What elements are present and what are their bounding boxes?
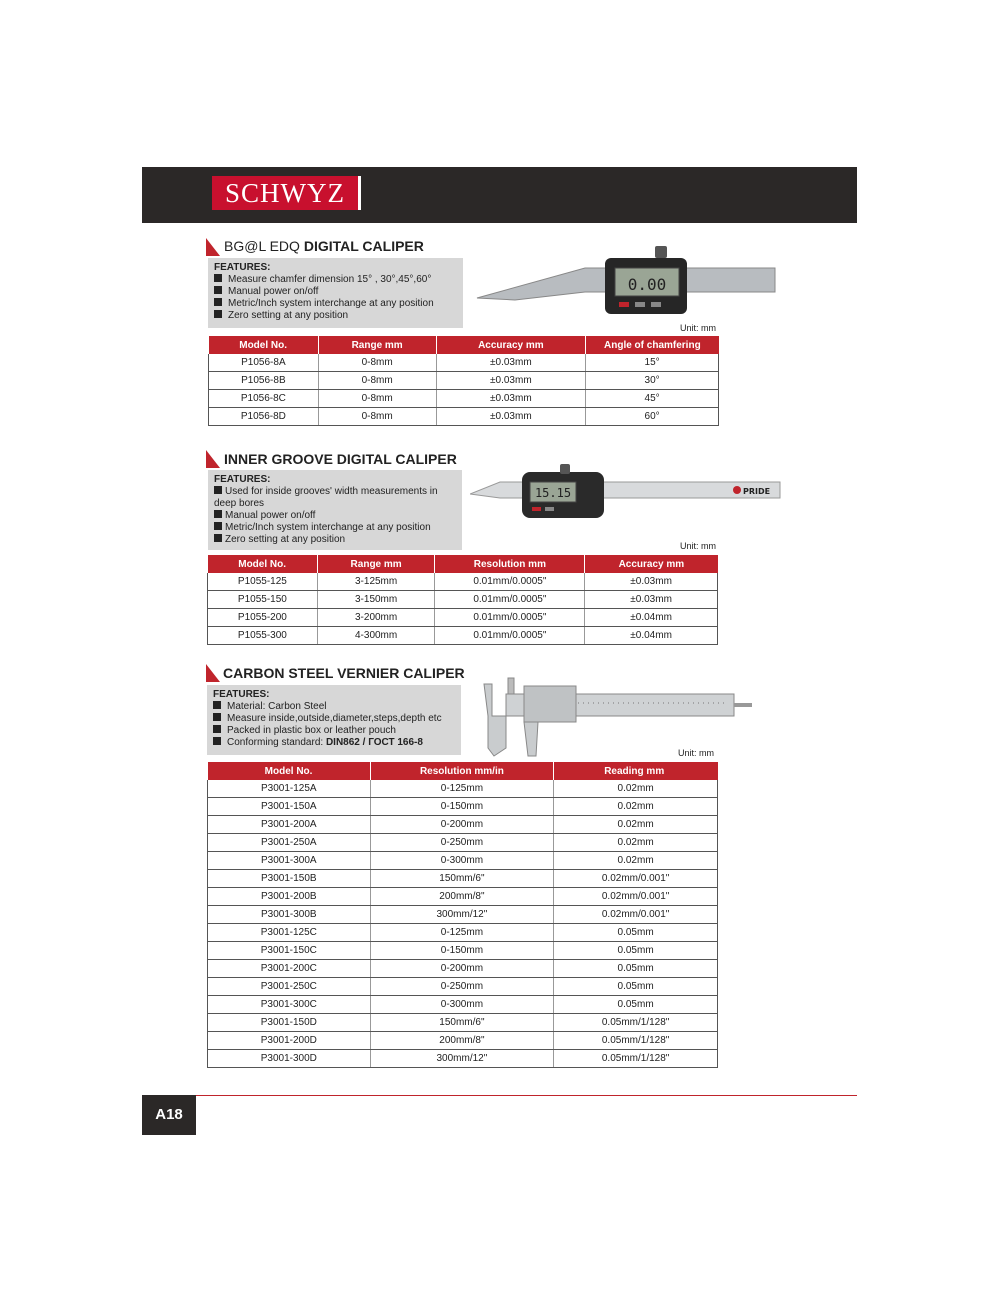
bullet-icon <box>213 737 221 745</box>
table-cell: P1055-125 <box>208 573 318 591</box>
table-row <box>208 996 718 1014</box>
col-header: Range mm <box>317 555 435 573</box>
table-cell: ±0.03mm <box>585 591 718 609</box>
table-cell: 0.05mm <box>554 942 718 960</box>
header-banner <box>142 167 857 223</box>
table-cell: 0.05mm/1/128" <box>554 1032 718 1050</box>
table-cell: 0-200mm <box>370 960 554 978</box>
table-cell: 0.02mm <box>554 780 718 798</box>
table-cell: P3001-150D <box>208 1014 371 1032</box>
feature-item: Used for inside grooves' width measurements in deep bores <box>214 486 438 509</box>
feature-item: Metric/Inch system interchange at any position <box>214 522 456 534</box>
table-cell: P3001-200A <box>208 816 371 834</box>
table-cell: 0.02mm <box>554 798 718 816</box>
table-cell: P3001-200C <box>208 960 371 978</box>
table-cell: 200mm/8" <box>370 1032 554 1050</box>
bullet-icon <box>214 274 222 282</box>
feature-item: Packed in plastic box or leather pouch <box>213 725 455 737</box>
table-cell: 60° <box>586 408 719 426</box>
col-header: Model No. <box>208 555 318 573</box>
table-row <box>208 870 718 888</box>
table-cell: 0-8mm <box>318 390 436 408</box>
col-header: Model No. <box>209 336 319 354</box>
table-cell: 30° <box>586 372 719 390</box>
section-marker-icon <box>206 664 220 682</box>
table-cell: 0-8mm <box>318 372 436 390</box>
features-box: FEATURES: Measure chamfer dimension 15° , 30°,45°,60° Manual power on/off Metric/Inch system interchange at any position Zero setting at any position <box>208 258 463 328</box>
table-cell: 3-125mm <box>317 573 435 591</box>
section-marker-icon <box>206 238 220 256</box>
table-cell: P3001-200D <box>208 1032 371 1050</box>
table-cell: P3001-300C <box>208 996 371 1014</box>
table-row <box>208 609 718 627</box>
table-cell: 0.05mm/1/128" <box>554 1050 718 1068</box>
table-cell: P1056-8A <box>209 354 319 372</box>
table-cell: P3001-200B <box>208 888 371 906</box>
col-header: Model No. <box>208 762 371 780</box>
chamfer-caliper-image <box>475 240 785 320</box>
table-cell: 0-150mm <box>370 942 554 960</box>
feature-item: Measure inside,outside,diameter,steps,depth etc <box>213 713 455 725</box>
table-cell: 0.05mm/1/128" <box>554 1014 718 1032</box>
svg-text:PRIDE: PRIDE <box>743 487 771 496</box>
table-cell: 300mm/12" <box>370 1050 554 1068</box>
section-title: INNER GROOVE DIGITAL CALIPER <box>224 451 457 467</box>
feature-item: Zero setting at any position <box>214 310 457 322</box>
feature-item: Zero setting at any position <box>214 534 456 546</box>
table-cell: 0-8mm <box>318 354 436 372</box>
table-cell: P3001-300B <box>208 906 371 924</box>
table-cell: 0.05mm <box>554 960 718 978</box>
table-row <box>208 816 718 834</box>
table-cell: 0-125mm <box>370 924 554 942</box>
table-cell: 4-300mm <box>317 627 435 645</box>
table-row <box>209 354 719 372</box>
table-cell: P3001-150C <box>208 942 371 960</box>
table-cell: ±0.03mm <box>436 390 586 408</box>
table-cell: P1055-200 <box>208 609 318 627</box>
svg-text:0.00: 0.00 <box>627 275 667 294</box>
table-cell: 0-300mm <box>370 996 554 1014</box>
table-row <box>208 798 718 816</box>
table-cell: ±0.03mm <box>436 372 586 390</box>
table-row <box>208 906 718 924</box>
bullet-icon <box>214 286 222 294</box>
bullet-icon <box>214 534 222 542</box>
brand-logo: SCHWYZ <box>212 176 361 210</box>
table-cell: ±0.03mm <box>436 408 586 426</box>
table-row <box>208 960 718 978</box>
bullet-icon <box>213 701 221 709</box>
table-cell: 150mm/6" <box>370 870 554 888</box>
table-cell: 0.02mm <box>554 816 718 834</box>
feature-item: Metric/Inch system interchange at any position <box>214 298 457 310</box>
col-header: Resolution mm <box>435 555 585 573</box>
table-cell: 0.02mm/0.001" <box>554 906 718 924</box>
table-cell: 300mm/12" <box>370 906 554 924</box>
table-cell: 0.02mm <box>554 834 718 852</box>
table-row <box>209 372 719 390</box>
inner-groove-caliper-image <box>470 462 784 522</box>
section-title: CARBON STEEL VERNIER CALIPER <box>223 665 465 681</box>
table-cell: 0.01mm/0.0005" <box>435 591 585 609</box>
bullet-icon <box>214 510 222 518</box>
table-cell: P3001-150B <box>208 870 371 888</box>
table-cell: P3001-125C <box>208 924 371 942</box>
table-row <box>208 573 718 591</box>
unit-label: Unit: mm <box>680 323 716 333</box>
table-cell: ±0.03mm <box>436 354 586 372</box>
feature-item: Manual power on/off <box>214 286 457 298</box>
table-cell: 45° <box>586 390 719 408</box>
table-row <box>208 888 718 906</box>
table-row <box>208 924 718 942</box>
col-header: Accuracy mm <box>585 555 718 573</box>
table-cell: 0.01mm/0.0005" <box>435 627 585 645</box>
col-header: Range mm <box>318 336 436 354</box>
table-row <box>208 978 718 996</box>
bullet-icon <box>214 522 222 530</box>
col-header: Accuracy mm <box>436 336 586 354</box>
table-cell: 3-150mm <box>317 591 435 609</box>
table-cell: P3001-300D <box>208 1050 371 1068</box>
col-header: Reading mm <box>554 762 718 780</box>
bullet-icon <box>214 486 222 494</box>
table-cell: 0-250mm <box>370 834 554 852</box>
feature-item: Manual power on/off <box>214 510 456 522</box>
features-box: FEATURES: Material: Carbon Steel Measure inside,outside,diameter,steps,depth etc Packed in plastic box or leather pouch Conforming standard: DIN862 / ГОСТ 166-8 <box>207 685 461 755</box>
table-cell: 0-250mm <box>370 978 554 996</box>
table-cell: P3001-125A <box>208 780 371 798</box>
table-row <box>208 591 718 609</box>
table-cell: ±0.04mm <box>585 627 718 645</box>
table-cell: ±0.04mm <box>585 609 718 627</box>
bullet-icon <box>214 310 222 318</box>
table-cell: 0.05mm <box>554 924 718 942</box>
spec-table <box>207 762 718 1068</box>
table-cell: 0.01mm/0.0005" <box>435 573 585 591</box>
table-cell: 0.02mm/0.001" <box>554 888 718 906</box>
vernier-caliper-image <box>478 676 756 758</box>
table-cell: ±0.03mm <box>585 573 718 591</box>
table-cell: P3001-250A <box>208 834 371 852</box>
table-cell: 0.01mm/0.0005" <box>435 609 585 627</box>
table-cell: 200mm/8" <box>370 888 554 906</box>
feature-item: Material: Carbon Steel <box>213 701 455 713</box>
table-row <box>209 390 719 408</box>
table-cell: 0-8mm <box>318 408 436 426</box>
table-cell: 0.05mm <box>554 996 718 1014</box>
table-cell: P3001-300A <box>208 852 371 870</box>
table-row <box>208 627 718 645</box>
col-header: Resolution mm/in <box>370 762 554 780</box>
spec-table <box>208 336 719 426</box>
features-box: FEATURES: Used for inside grooves' width measurements in deep bores Manual power on/off Metric/Inch system interchange at any position Zero setting at any position <box>208 470 462 550</box>
table-row <box>208 1032 718 1050</box>
page-number: A18 <box>142 1095 196 1135</box>
table-cell: P1055-300 <box>208 627 318 645</box>
table-cell: P1056-8D <box>209 408 319 426</box>
spec-table <box>207 555 718 645</box>
table-cell: P3001-250C <box>208 978 371 996</box>
unit-label: Unit: mm <box>678 748 714 758</box>
table-cell: P1056-8B <box>209 372 319 390</box>
section-marker-icon <box>206 450 220 468</box>
table-cell: 0.02mm <box>554 852 718 870</box>
col-header: Angle of chamfering <box>586 336 719 354</box>
table-cell: 0-200mm <box>370 816 554 834</box>
table-row <box>208 942 718 960</box>
table-cell: 0-300mm <box>370 852 554 870</box>
table-cell: 0-125mm <box>370 780 554 798</box>
table-row <box>209 408 719 426</box>
bullet-icon <box>213 713 221 721</box>
feature-item: Measure chamfer dimension 15° , 30°,45°,60° <box>214 274 457 286</box>
table-cell: P3001-150A <box>208 798 371 816</box>
table-row <box>208 1014 718 1032</box>
table-cell: 15° <box>586 354 719 372</box>
unit-label: Unit: mm <box>680 541 716 551</box>
bullet-icon <box>213 725 221 733</box>
table-row <box>208 834 718 852</box>
feature-item: Conforming standard: DIN862 / ГОСТ 166-8 <box>213 737 455 749</box>
table-cell: 0-150mm <box>370 798 554 816</box>
bullet-icon <box>214 298 222 306</box>
section-title: BG@L EDQ DIGITAL CALIPER <box>224 238 424 254</box>
table-cell: P1056-8C <box>209 390 319 408</box>
svg-text:15.15: 15.15 <box>534 486 572 500</box>
table-row <box>208 1050 718 1068</box>
table-cell: 3-200mm <box>317 609 435 627</box>
table-row <box>208 852 718 870</box>
table-row <box>208 780 718 798</box>
table-cell: P1055-150 <box>208 591 318 609</box>
footer-divider <box>196 1095 857 1096</box>
table-cell: 0.02mm/0.001" <box>554 870 718 888</box>
table-cell: 150mm/6" <box>370 1014 554 1032</box>
table-cell: 0.05mm <box>554 978 718 996</box>
